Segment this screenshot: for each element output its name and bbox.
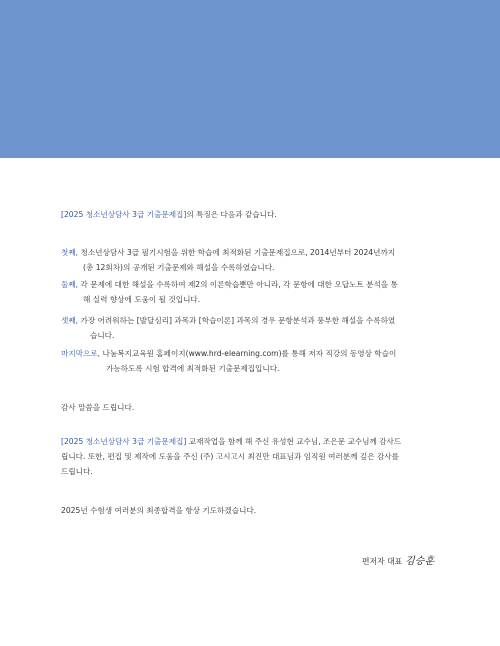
- closing-line: 2025년 수험생 여러분의 최종합격을 항상 기도하겠습니다.: [61, 506, 257, 515]
- signature: [362, 552, 434, 567]
- book-title: [2025 청소년상담사 3급 기출문제집]: [61, 210, 187, 219]
- point-label: 셋째,: [61, 316, 79, 325]
- point-first: [61, 248, 395, 273]
- ack-text: 교재작업을 함께 해 주신 유성현 교수님, 조은문 교수님께 감사드: [186, 437, 402, 446]
- signature-title: 편저자 대표: [362, 557, 403, 566]
- acknowledgement-paragraph: [61, 437, 401, 477]
- point-label: 둘째,: [61, 280, 79, 289]
- point-text: 청소년상담사 3급 필기시험을 위한 학습에 최적화된 기출문제집으로, 2014년부터 2024년까지: [80, 248, 396, 257]
- ack-text: 립니다. 또한, 편집 및 제작에 도움을 주신 (주) 고시고시 최진만 대표님과 임직원 여러분께 깊은 감사를: [61, 452, 399, 461]
- point-text: 가장 어려워하는 [발달심리] 과목과 [학습이론] 과목의 경우 문항분석과 풍부한 해설을 수록하였: [80, 316, 396, 325]
- point-label: 첫째,: [61, 248, 79, 257]
- point-second: [61, 280, 398, 305]
- thanks-line: 감사 말씀을 드립니다.: [61, 403, 135, 412]
- intro-text: 의 특징은 다음과 같습니다.: [186, 210, 277, 219]
- point-text: 해 실력 향상에 도움이 될 것입니다.: [83, 295, 201, 304]
- book-title: [2025 청소년상담사 3급 기출문제집]: [61, 437, 187, 446]
- intro-paragraph: [61, 210, 277, 220]
- point-text: 각 문제에 대한 해설을 수록하여 제2의 이론학습뿐만 아니라, 각 문항에 대한 오답노트 분석을 통: [80, 280, 398, 289]
- point-text: 가능하도록 시험 합격에 최적화된 기출문제집입니다.: [106, 364, 280, 373]
- point-third: [61, 316, 395, 341]
- point-last: [61, 349, 396, 374]
- point-text: (총 12회차)의 공개된 기출문제와 해설을 수록하였습니다.: [83, 263, 275, 272]
- header-color-band: [0, 0, 500, 158]
- signature-name: 김승훈: [405, 556, 435, 567]
- point-label: 마지막으로,: [61, 349, 101, 358]
- point-text: 습니다.: [90, 331, 115, 340]
- point-text: 나눔복지교육원 홈페이지(www.hrd-elearning.com)를 통해 저자 직강의 동영상 학습이: [102, 349, 397, 358]
- ack-text: 드립니다.: [61, 467, 93, 476]
